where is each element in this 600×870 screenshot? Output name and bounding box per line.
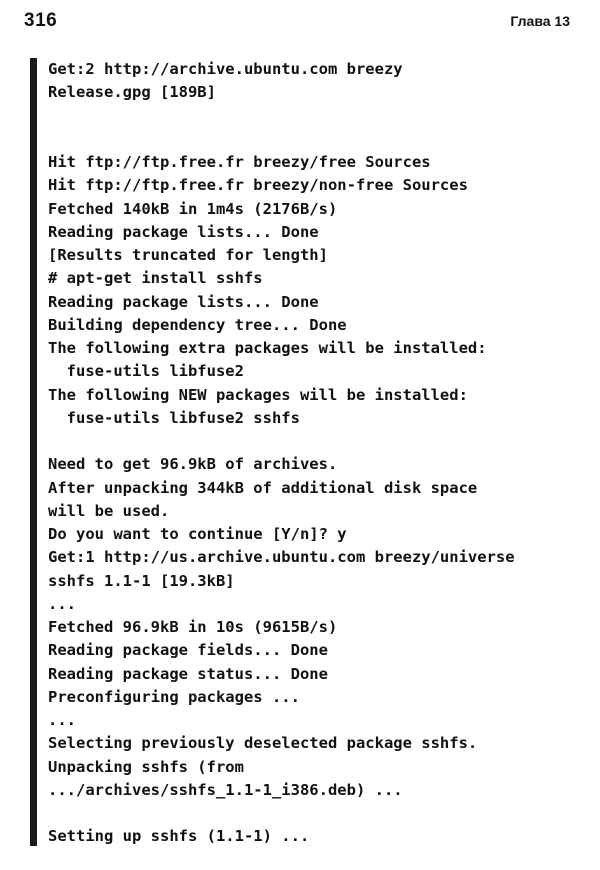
code-line: ...: [48, 711, 76, 729]
code-line: [48, 105, 575, 128]
code-line: Hit ftp://ftp.free.fr breezy/non-free Sources: [48, 176, 468, 195]
code-line: Need to get 96.9kB of archives.: [48, 455, 338, 474]
code-line: Hit ftp://ftp.free.fr breezy/free Sources: [48, 153, 431, 171]
code-line: [Results truncated for length]: [48, 246, 328, 264]
code-line: Setting up sshfs (1.1-1) ...: [48, 827, 310, 846]
code-line: will be used.: [48, 501, 170, 520]
code-line: Building dependency tree... Done: [48, 315, 347, 334]
code-line: Preconfiguring packages ...: [48, 687, 300, 706]
code-line: Release.gpg [189B]: [48, 83, 216, 102]
code-listing: [30, 58, 575, 848]
code-line: fuse-utils libfuse2 sshfs: [48, 408, 300, 427]
chapter-label: Глава 13: [510, 13, 570, 29]
page-header: [24, 10, 570, 34]
code-line: .../archives/sshfs_1.1-1_i386.deb) ...: [48, 780, 403, 799]
code-line: Fetched 96.9kB in 10s (9615B/s): [48, 618, 338, 636]
code-listing-bar: [30, 58, 37, 846]
code-lines: [48, 58, 575, 849]
code-line: After unpacking 344kB of additional disk space: [48, 478, 478, 497]
code-line: The following NEW packages will be installed:: [48, 385, 468, 404]
code-line: Unpacking sshfs (from: [48, 757, 244, 776]
code-line: [48, 430, 575, 453]
code-line: Reading package fields... Done: [48, 641, 328, 660]
code-line: Reading package lists... Done: [48, 222, 319, 241]
code-line: ...: [48, 594, 76, 613]
code-line: Get:2 http://archive.ubuntu.com breezy: [48, 60, 403, 78]
code-line: # apt-get install sshfs: [48, 269, 263, 288]
code-line: The following extra packages will be installed:: [48, 339, 487, 357]
code-line: sshfs 1.1-1 [19.3kB]: [48, 571, 235, 590]
code-line: Fetched 140kB in 1m4s (2176B/s): [48, 199, 338, 218]
code-line: Get:1 http://us.archive.ubuntu.com breezy/universe: [48, 548, 515, 567]
code-line: Reading package status... Done: [48, 664, 328, 683]
code-line: fuse-utils libfuse2: [48, 362, 244, 381]
code-line: [48, 128, 575, 151]
code-line: Selecting previously deselected package sshfs.: [48, 734, 478, 753]
code-line: [48, 802, 575, 825]
code-line: Do you want to continue [Y/n]? y: [48, 525, 347, 543]
page-number: 316: [24, 10, 58, 31]
code-line: Reading package lists... Done: [48, 292, 319, 311]
